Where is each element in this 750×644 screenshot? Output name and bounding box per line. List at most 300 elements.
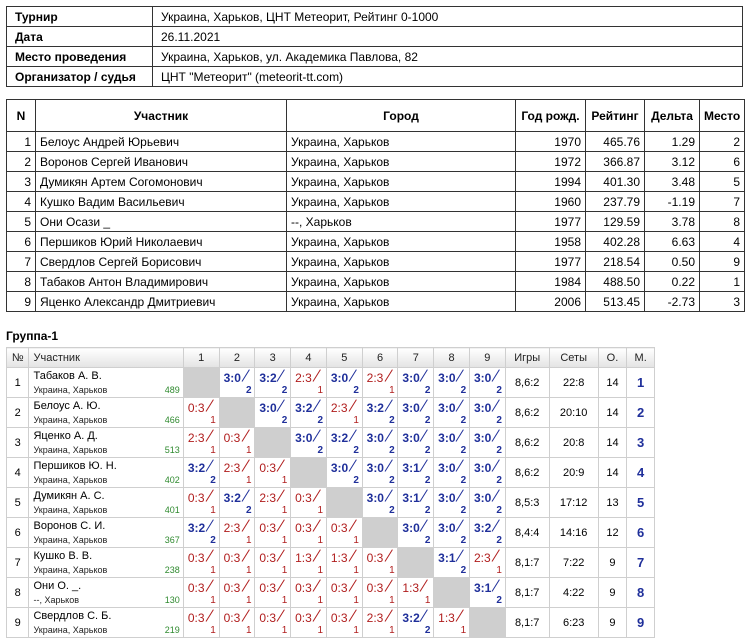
match-result (291, 428, 325, 457)
player-city: Украина, Харьков (33, 415, 108, 425)
cross-points: 9 (598, 578, 627, 608)
match-result (184, 458, 218, 487)
player-name: Табаков А. В. (33, 370, 102, 382)
match-result-cell (469, 488, 505, 518)
participants-table (6, 99, 745, 312)
match-result (327, 548, 361, 577)
player-card (29, 368, 182, 397)
score-slash (492, 369, 500, 381)
cross-games: 8,6:2 (505, 368, 549, 398)
match-score: 3:2 (366, 401, 384, 415)
score-slash (205, 489, 213, 501)
score-slash (205, 609, 213, 621)
score-slash (277, 579, 285, 591)
participant-cell: 2006 (516, 292, 586, 312)
match-score: 3:0 (473, 371, 492, 385)
match-points: 2 (460, 505, 467, 516)
cross-header-col: 6 (362, 348, 398, 368)
match-score: 0:3 (187, 491, 205, 505)
participant-cell: Украина, Харьков (287, 172, 516, 192)
cross-games: 8,5:3 (505, 488, 549, 518)
match-score: 0:3 (366, 581, 384, 595)
score-slash (241, 369, 249, 381)
match-result-cell (398, 428, 434, 458)
player-rating: 401 (164, 505, 180, 515)
match-score: 0:3 (330, 581, 348, 595)
participant-cell: 1977 (516, 212, 586, 232)
match-result (291, 548, 325, 577)
cross-points: 12 (598, 518, 627, 548)
player-card (29, 608, 182, 637)
score-slash (277, 459, 285, 471)
match-score: 2:3 (366, 371, 384, 385)
match-result-cell (183, 458, 219, 488)
match-result-cell (183, 518, 219, 548)
match-score: 1:3 (330, 551, 348, 565)
participant-cell: 0.22 (645, 272, 700, 292)
match-score: 3:0 (473, 431, 492, 445)
cross-games: 8,6:2 (505, 458, 549, 488)
match-result-cell (326, 458, 362, 488)
match-result (434, 458, 468, 487)
participant-cell: 6.63 (645, 232, 700, 252)
cross-diagonal-cell (255, 428, 291, 458)
cross-player-cell (29, 518, 183, 548)
cross-games: 8,6:2 (505, 428, 549, 458)
match-points: 2 (210, 535, 216, 546)
match-result-cell (469, 368, 505, 398)
match-result-cell (469, 578, 505, 608)
match-result-cell (183, 428, 219, 458)
match-result-cell (255, 548, 291, 578)
match-score: 2:3 (259, 491, 277, 505)
player-city: Украина, Харьков (33, 535, 108, 545)
info-row (7, 47, 743, 67)
match-score: 0:3 (223, 431, 241, 445)
player-rating: 466 (164, 415, 180, 425)
cross-row-number: 1 (7, 368, 29, 398)
match-result (363, 608, 397, 637)
match-points: 1 (353, 535, 359, 546)
cross-sets: 6:23 (549, 608, 598, 638)
cross-diagonal-cell (219, 398, 255, 428)
participant-cell: Табаков Антон Владимирович (36, 272, 287, 292)
match-result (363, 428, 397, 457)
cross-points: 9 (598, 608, 627, 638)
match-score: 3:0 (473, 461, 492, 475)
match-score: 3:0 (438, 491, 456, 505)
match-score: 3:2 (402, 611, 420, 625)
participant-cell: 1 (7, 132, 36, 152)
score-slash (348, 609, 356, 621)
match-result (291, 368, 325, 397)
match-score: 3:0 (330, 461, 349, 475)
match-result-cell (326, 608, 362, 638)
match-result-cell (255, 398, 291, 428)
participant-cell: 1.29 (645, 132, 700, 152)
score-slash (384, 489, 392, 501)
match-score: 1:3 (438, 611, 455, 625)
match-result (470, 458, 504, 487)
participant-cell: Кушко Вадим Васильевич (36, 192, 287, 212)
match-result (363, 578, 397, 607)
score-slash (205, 579, 213, 591)
match-score: 0:3 (259, 611, 277, 625)
match-result (291, 518, 325, 547)
cross-place: 8 (627, 578, 655, 608)
match-points: 1 (210, 625, 216, 636)
score-slash (241, 549, 249, 561)
match-result-cell (434, 608, 470, 638)
match-result (291, 578, 325, 607)
participant-cell: 1958 (516, 232, 586, 252)
score-slash (205, 459, 213, 471)
cross-row-number: 2 (7, 398, 29, 428)
match-result-cell (291, 368, 327, 398)
cross-sets: 7:22 (549, 548, 598, 578)
match-points: 2 (460, 415, 467, 426)
info-key: Дата (7, 27, 153, 47)
cross-player-cell (29, 488, 183, 518)
match-points: 1 (281, 625, 288, 636)
cross-place: 3 (627, 428, 655, 458)
match-result (470, 488, 504, 517)
cross-diagonal-cell (469, 608, 505, 638)
match-points: 2 (424, 445, 431, 456)
match-result-cell (291, 578, 327, 608)
cross-header-col: 8 (434, 348, 470, 368)
match-result-cell (398, 518, 434, 548)
match-score: 2:3 (223, 461, 241, 475)
participants-header-cell: N (7, 100, 36, 132)
participant-cell: 218.54 (586, 252, 645, 272)
cross-sets: 20:8 (549, 428, 598, 458)
cross-row-number: 8 (7, 578, 29, 608)
participant-row (7, 232, 745, 252)
cross-row-number: 4 (7, 458, 29, 488)
match-result (327, 428, 361, 457)
participant-cell: 465.76 (586, 132, 645, 152)
match-points: 2 (389, 445, 395, 456)
cross-player-cell (29, 398, 183, 428)
cross-header-o: О. (598, 348, 627, 368)
cross-diagonal-cell (183, 368, 219, 398)
cross-header-row (7, 348, 655, 368)
participant-cell: 401.30 (586, 172, 645, 192)
match-result (220, 608, 254, 637)
cross-header-col: 2 (219, 348, 255, 368)
match-score: 1:3 (402, 581, 420, 595)
score-slash (313, 369, 321, 381)
participant-cell: Украина, Харьков (287, 232, 516, 252)
match-points: 2 (353, 445, 359, 456)
score-slash (277, 399, 285, 411)
score-slash (348, 399, 356, 411)
score-slash (384, 459, 392, 471)
player-name: Свердлов С. Б. (33, 610, 112, 622)
player-card (29, 518, 182, 547)
match-result-cell (469, 428, 505, 458)
match-result-cell (469, 458, 505, 488)
match-result-cell (434, 458, 470, 488)
match-result (434, 608, 468, 637)
match-result-cell (326, 428, 362, 458)
participant-cell: Яценко Александр Дмитриевич (36, 292, 287, 312)
match-points: 1 (210, 505, 216, 516)
score-slash (348, 459, 356, 471)
player-rating: 238 (164, 565, 180, 575)
cross-games: 8,1:7 (505, 548, 549, 578)
cross-header-col: 5 (326, 348, 362, 368)
match-score: 3:0 (366, 431, 384, 445)
match-score: 0:3 (187, 551, 205, 565)
score-slash (348, 429, 356, 441)
participant-cell: 402.28 (586, 232, 645, 252)
cross-diagonal-cell (326, 488, 362, 518)
match-score: 3:2 (223, 491, 241, 505)
match-result-cell (326, 518, 362, 548)
match-result-cell (398, 398, 434, 428)
score-slash (456, 399, 464, 411)
score-slash (313, 579, 321, 591)
cross-points: 9 (598, 548, 627, 578)
match-points: 1 (246, 475, 252, 486)
score-slash (348, 369, 356, 381)
player-name: Они О. _. (33, 580, 82, 592)
participant-cell: Украина, Харьков (287, 252, 516, 272)
participant-cell: Украина, Харьков (287, 192, 516, 212)
match-result-cell (362, 608, 398, 638)
match-score: 3:0 (402, 371, 420, 385)
player-city: Украина, Харьков (33, 385, 108, 395)
info-row (7, 27, 743, 47)
score-slash (241, 609, 249, 621)
match-points: 2 (460, 535, 467, 546)
participant-row (7, 292, 745, 312)
cross-player-cell (29, 458, 183, 488)
cross-header-games: Игры (505, 348, 549, 368)
match-points: 2 (389, 505, 395, 516)
participant-cell: 5 (7, 212, 36, 232)
player-name: Белоус А. Ю. (33, 400, 101, 412)
info-key: Организатор / судья (7, 67, 153, 87)
match-score: 0:3 (295, 521, 312, 535)
match-result (398, 578, 432, 607)
match-result (220, 428, 254, 457)
match-points: 2 (424, 475, 431, 486)
match-score: 3:0 (438, 401, 456, 415)
match-result-cell (255, 608, 291, 638)
match-result-cell (255, 488, 291, 518)
score-slash (456, 519, 464, 531)
cross-diagonal-cell (434, 578, 470, 608)
score-slash (420, 579, 428, 591)
cross-row-number: 3 (7, 428, 29, 458)
match-result-cell (219, 428, 255, 458)
match-points: 1 (246, 535, 252, 546)
match-score: 0:3 (187, 401, 205, 415)
match-points: 1 (210, 565, 216, 576)
match-result (434, 548, 468, 577)
participant-cell: Белоус Андрей Юрьевич (36, 132, 287, 152)
match-result (398, 458, 432, 487)
participant-cell: 488.50 (586, 272, 645, 292)
match-result-cell (326, 548, 362, 578)
cross-points: 14 (598, 428, 627, 458)
participant-row (7, 172, 745, 192)
match-points: 1 (281, 595, 288, 606)
match-score: 2:3 (187, 431, 205, 445)
participant-cell: -1.19 (645, 192, 700, 212)
player-rating: 367 (164, 535, 180, 545)
cross-row-number: 6 (7, 518, 29, 548)
player-card (29, 578, 182, 607)
match-score: 3:0 (438, 521, 456, 535)
match-result (327, 398, 361, 427)
match-score: 0:3 (259, 551, 277, 565)
match-points: 2 (246, 505, 252, 516)
cross-row (7, 488, 655, 518)
match-result-cell (219, 488, 255, 518)
cross-header-col: 1 (183, 348, 219, 368)
match-points: 1 (389, 565, 395, 576)
participant-cell: 1960 (516, 192, 586, 212)
match-result (184, 428, 218, 457)
score-slash (277, 369, 285, 381)
match-result-cell (219, 368, 255, 398)
match-result-cell (183, 488, 219, 518)
match-result (363, 398, 397, 427)
participant-cell: 1984 (516, 272, 586, 292)
match-result-cell (183, 398, 219, 428)
match-result (220, 458, 254, 487)
match-result-cell (469, 518, 505, 548)
match-result (255, 398, 289, 427)
match-result-cell (291, 428, 327, 458)
match-points: 1 (246, 445, 252, 456)
participant-cell: 513.45 (586, 292, 645, 312)
score-slash (420, 429, 428, 441)
match-result (470, 398, 504, 427)
match-points: 1 (317, 505, 324, 516)
score-slash (420, 459, 428, 471)
score-slash (384, 399, 392, 411)
player-card (29, 398, 182, 427)
cross-header-col: 3 (255, 348, 291, 368)
cross-player-cell (29, 428, 183, 458)
info-value: ЦНТ "Метеорит" (meteorit-tt.com) (153, 67, 743, 87)
cross-diagonal-cell (398, 548, 434, 578)
match-result-cell (255, 578, 291, 608)
participant-cell: 3 (7, 172, 36, 192)
match-result-cell (255, 368, 291, 398)
player-card (29, 548, 182, 577)
match-points: 1 (389, 625, 395, 636)
match-points: 2 (496, 535, 502, 546)
participant-cell: Першиков Юрий Николаевич (36, 232, 287, 252)
match-score: 3:0 (438, 431, 456, 445)
score-slash (456, 549, 464, 561)
match-points: 2 (281, 385, 288, 396)
match-points: 1 (246, 565, 252, 576)
score-slash (492, 459, 500, 471)
cross-place: 6 (627, 518, 655, 548)
info-value: Украина, Харьков, ул. Академика Павлова, 82 (153, 47, 743, 67)
score-slash (241, 579, 249, 591)
match-result (398, 428, 432, 457)
player-rating: 130 (164, 595, 180, 605)
participant-cell: 8 (700, 212, 745, 232)
player-name: Думикян А. С. (33, 490, 105, 502)
match-score: 3:0 (330, 371, 349, 385)
match-score: 3:0 (438, 461, 456, 475)
participants-header-cell: Место (700, 100, 745, 132)
player-card (29, 458, 182, 487)
score-slash (313, 609, 321, 621)
info-row (7, 7, 743, 27)
score-slash (492, 489, 500, 501)
player-city: Украина, Харьков (33, 505, 108, 515)
cross-diagonal-cell (291, 458, 327, 488)
match-points: 1 (496, 565, 502, 576)
match-result (470, 368, 504, 397)
match-score: 3:1 (438, 551, 456, 565)
score-slash (241, 489, 249, 501)
match-points: 1 (281, 535, 288, 546)
match-result-cell (183, 548, 219, 578)
cross-row-number: 5 (7, 488, 29, 518)
match-points: 1 (210, 415, 216, 426)
match-result-cell (326, 578, 362, 608)
participant-cell: 1972 (516, 152, 586, 172)
score-slash (492, 579, 500, 591)
player-rating: 402 (164, 475, 180, 485)
match-points: 2 (246, 385, 252, 396)
match-result (255, 458, 289, 487)
match-result-cell (291, 488, 327, 518)
match-result-cell (219, 518, 255, 548)
match-points: 2 (496, 445, 502, 456)
match-result-cell (183, 608, 219, 638)
match-score: 2:3 (295, 371, 312, 385)
match-score: 3:1 (402, 461, 420, 475)
score-slash (492, 429, 500, 441)
match-result (184, 548, 218, 577)
match-score: 3:1 (402, 491, 420, 505)
match-score: 3:2 (259, 371, 277, 385)
cross-sets: 14:16 (549, 518, 598, 548)
match-result (470, 578, 504, 607)
match-points: 1 (353, 625, 359, 636)
match-points: 1 (281, 505, 288, 516)
cross-player-cell (29, 608, 183, 638)
match-score: 3:2 (330, 431, 349, 445)
match-result-cell (398, 368, 434, 398)
cross-player-cell (29, 578, 183, 608)
match-points: 2 (460, 565, 467, 576)
player-card (29, 428, 182, 457)
player-rating: 513 (164, 445, 180, 455)
match-result (291, 608, 325, 637)
match-points: 1 (353, 415, 359, 426)
match-points: 2 (496, 385, 502, 396)
match-points: 1 (281, 475, 288, 486)
score-slash (456, 609, 464, 621)
match-points: 2 (496, 505, 502, 516)
participant-cell: 3.48 (645, 172, 700, 192)
match-result (398, 518, 432, 547)
match-result-cell (362, 428, 398, 458)
